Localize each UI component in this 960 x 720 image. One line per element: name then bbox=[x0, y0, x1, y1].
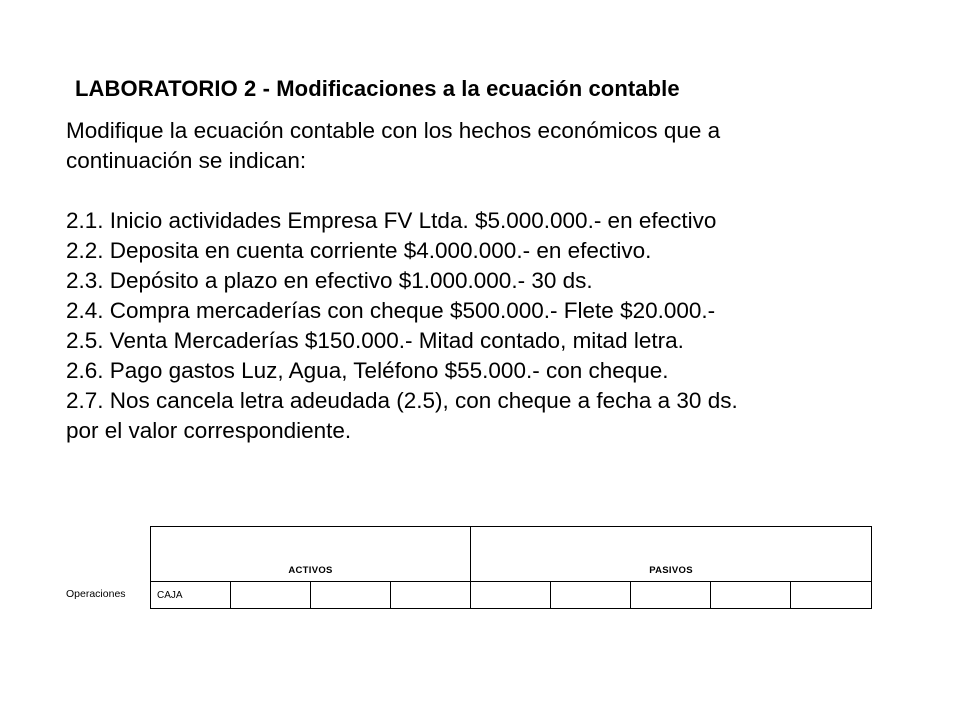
list-item: por el valor correspondiente. bbox=[66, 418, 352, 443]
caja-cell: CAJA bbox=[151, 582, 231, 609]
list-item: 2.3. Depósito a plazo en efectivo $1.000.000.- 30 ds. bbox=[66, 268, 593, 293]
intro-line: continuación se indican: bbox=[66, 148, 307, 173]
list-item: 2.1. Inicio actividades Empresa FV Ltda. $5.000.000.- en efectivo bbox=[66, 208, 717, 233]
table-cell bbox=[391, 582, 471, 609]
list-item: 2.6. Pago gastos Luz, Agua, Teléfono $55.000.- con cheque. bbox=[66, 358, 669, 383]
list-item: 2.2. Deposita en cuenta corriente $4.000.000.- en efectivo. bbox=[66, 238, 652, 263]
table-cell bbox=[791, 582, 872, 609]
accounting-equation-table bbox=[150, 526, 872, 609]
table-cell bbox=[471, 582, 551, 609]
activos-header: ACTIVOS bbox=[151, 527, 471, 582]
table-row bbox=[151, 582, 872, 609]
table-cell bbox=[711, 582, 791, 609]
table-cell bbox=[311, 582, 391, 609]
table-cell bbox=[551, 582, 631, 609]
paragraph-gap bbox=[66, 176, 926, 206]
operaciones-label: Operaciones bbox=[66, 588, 126, 600]
table-header-row bbox=[151, 527, 872, 582]
table-cell bbox=[631, 582, 711, 609]
list-item: 2.5. Venta Mercaderías $150.000.- Mitad contado, mitad letra. bbox=[66, 328, 684, 353]
pasivos-header: PASIVOS bbox=[471, 527, 872, 582]
list-item: 2.7. Nos cancela letra adeudada (2.5), con cheque a fecha a 30 ds. bbox=[66, 388, 738, 413]
slide-title: LABORATORIO 2 - Modificaciones a la ecuación contable bbox=[75, 76, 680, 101]
list-item: 2.4. Compra mercaderías con cheque $500.000.- Flete $20.000.- bbox=[66, 298, 716, 323]
table-cell bbox=[231, 582, 311, 609]
instructions-text bbox=[66, 116, 926, 446]
intro-line: Modifique la ecuación contable con los hechos económicos que a bbox=[66, 118, 721, 143]
